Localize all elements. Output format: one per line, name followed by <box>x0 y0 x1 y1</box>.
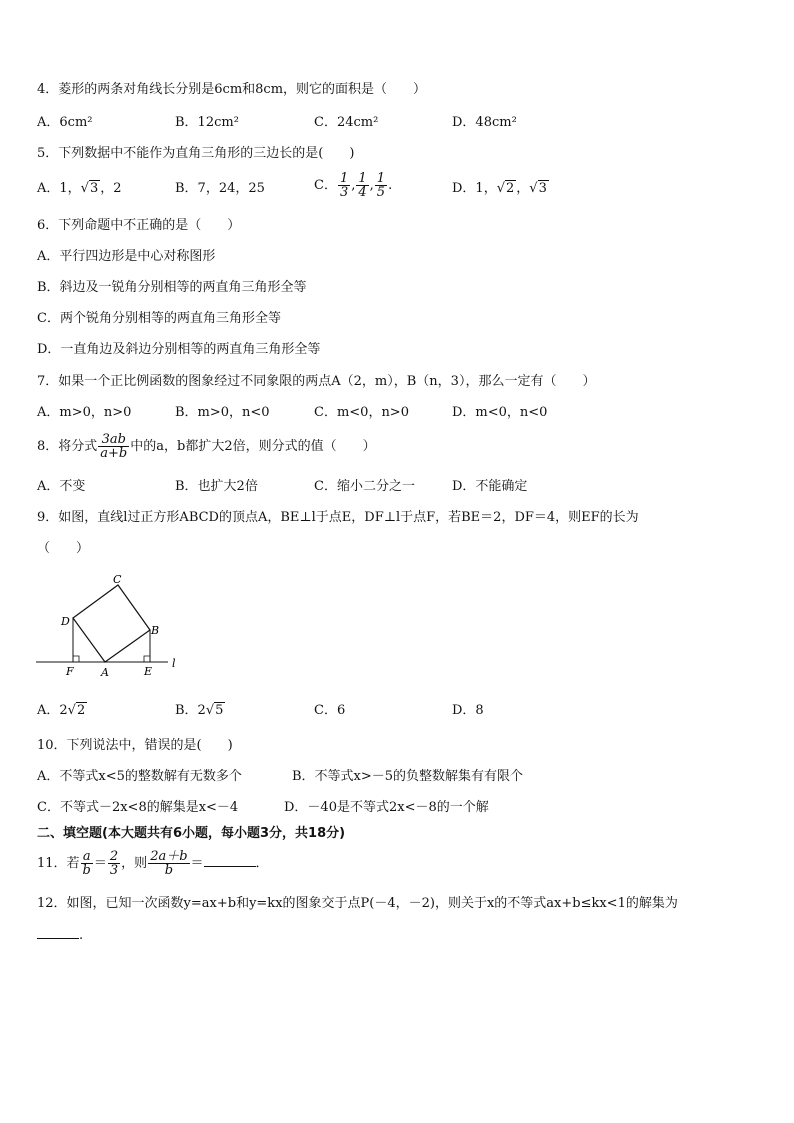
fraction-a-over-b: $\frac{a}{b}$ <box>82 849 91 878</box>
q11-line: 11．若 $\frac{a}{b}$ ＝ $\frac{2}{3}$ ，则 $\frac{2a+b}{b}$ ＝ ． <box>37 849 269 878</box>
q7-stem: 7．如果一个正比例函数的图象经过不同象限的两点A（2，m），B（n，3），那么一定有（ ） <box>37 374 596 389</box>
q10-option-a: A．不等式x<5的整数解有无数多个 <box>37 769 242 784</box>
q8-option-c: C．缩小二分之一 <box>314 479 415 494</box>
q9-stem: 9．如图，直线l过正方形ABCD的顶点A，BE⊥l于点E，DF⊥l于点F，若BE＝2，DF＝4，则EF的长为 <box>37 510 639 525</box>
label-f: F <box>66 665 74 678</box>
q12-answer-blank[interactable] <box>37 926 79 939</box>
sqrt-5: √5 <box>205 703 224 718</box>
q9-option-a: A．2√2 <box>37 703 86 718</box>
q4-stem: 4．菱形的两条对角线长分别是6cm和8cm，则它的面积是（ ） <box>37 82 427 97</box>
section-heading-fill-in: 二、填空题(本大题共有6小题，每小题3分，共18分) <box>37 826 346 841</box>
label-d: D <box>61 615 70 628</box>
q6-option-d: D．一直角边及斜边分别相等的两直角三角形全等 <box>37 342 321 357</box>
q6-option-c: C．两个锐角分别相等的两直角三角形全等 <box>37 311 281 326</box>
q7-option-b: B．m>0，n<0 <box>175 405 270 420</box>
sqrt-3b: √3 <box>529 181 547 196</box>
q5-option-c: C． $\frac{1}{3}$ , $\frac{1}{4}$ , $\frac{1}{5}$ . <box>314 171 393 200</box>
q10-stem: 10．下列说法中，错误的是( ) <box>37 738 233 753</box>
q11-answer-blank[interactable] <box>204 854 256 867</box>
square-abcd <box>73 585 150 662</box>
label-b: B <box>151 624 160 637</box>
q10-option-c: C．不等式－2x<8的解集是x<－4 <box>37 800 239 815</box>
q7-option-c: C．m<0，n>0 <box>314 405 409 420</box>
q4-option-d: D．48cm² <box>452 115 517 130</box>
right-angle-e <box>144 656 150 662</box>
sqrt-2: √2 <box>67 703 86 718</box>
q4-option-b: B．12cm² <box>175 115 239 130</box>
q5-option-d: D．1，√2 ，√3 <box>452 181 547 196</box>
q9-option-b: B．2√5 <box>175 703 224 718</box>
q7-option-d: D．m<0，n<0 <box>452 405 548 420</box>
q12-stem: 12．如图，已知一次函数y=ax+b和y=kx的图象交于点P(－4，－2)，则关于x的不等式ax+b≤kx<1的解集为 <box>37 896 678 911</box>
q10-option-b: B．不等式x>－5的负整数解集有有限个 <box>292 769 524 784</box>
q12-answer-line: . <box>37 926 83 945</box>
q4-option-a: A．6cm² <box>37 115 93 130</box>
label-c: C <box>113 573 122 586</box>
q9-square-figure <box>30 570 190 680</box>
label-e: E <box>144 665 153 678</box>
q5-option-a: A．1，√3 ，2 <box>37 181 122 196</box>
label-a: A <box>101 666 109 679</box>
q7-option-a: A．m>0，n>0 <box>37 405 132 420</box>
q6-option-b: B．斜边及一锐角分别相等的两直角三角形全等 <box>37 280 307 295</box>
fraction-1-4: $\frac{1}{4}$ <box>358 171 367 200</box>
q5-stem: 5．下列数据中不能作为直角三角形的三边长的是( ) <box>37 146 355 161</box>
sqrt-2: √2 <box>496 181 515 196</box>
q9-option-d: D．8 <box>452 703 484 718</box>
q9-paren: （ ） <box>37 541 90 556</box>
sqrt-3: √3 <box>80 181 99 196</box>
q9-option-c: C．6 <box>314 703 346 718</box>
q8-stem: 8．将分式 $\frac{3ab}{a+b}$ 中的a，b都扩大2倍，则分式的值（ ） <box>37 432 376 461</box>
q5-option-b: B．7，24，25 <box>175 181 265 196</box>
fraction-3ab-over-a-plus-b: $\frac{3ab}{a+b}$ <box>100 432 128 461</box>
q8-option-b: B．也扩大2倍 <box>175 479 258 494</box>
q8-option-a: A．不变 <box>37 479 86 494</box>
fraction-2a-plus-b-over-b: $\frac{2a+b}{b}$ <box>150 849 188 878</box>
right-angle-f <box>73 656 79 662</box>
label-l: l <box>172 657 176 670</box>
q6-option-a: A．平行四边形是中心对称图形 <box>37 249 216 264</box>
q8-option-d: D．不能确定 <box>452 479 528 494</box>
q4-option-c: C．24cm² <box>314 115 379 130</box>
fraction-1-5: $\frac{1}{5}$ <box>376 171 386 200</box>
fraction-1-3: $\frac{1}{3}$ <box>339 171 349 200</box>
q10-option-d: D．－40是不等式2x<－8的一个解 <box>284 800 489 815</box>
q6-stem: 6．下列命题中不正确的是（ ） <box>37 218 241 233</box>
fraction-2-over-3: $\frac{2}{3}$ <box>109 849 119 878</box>
